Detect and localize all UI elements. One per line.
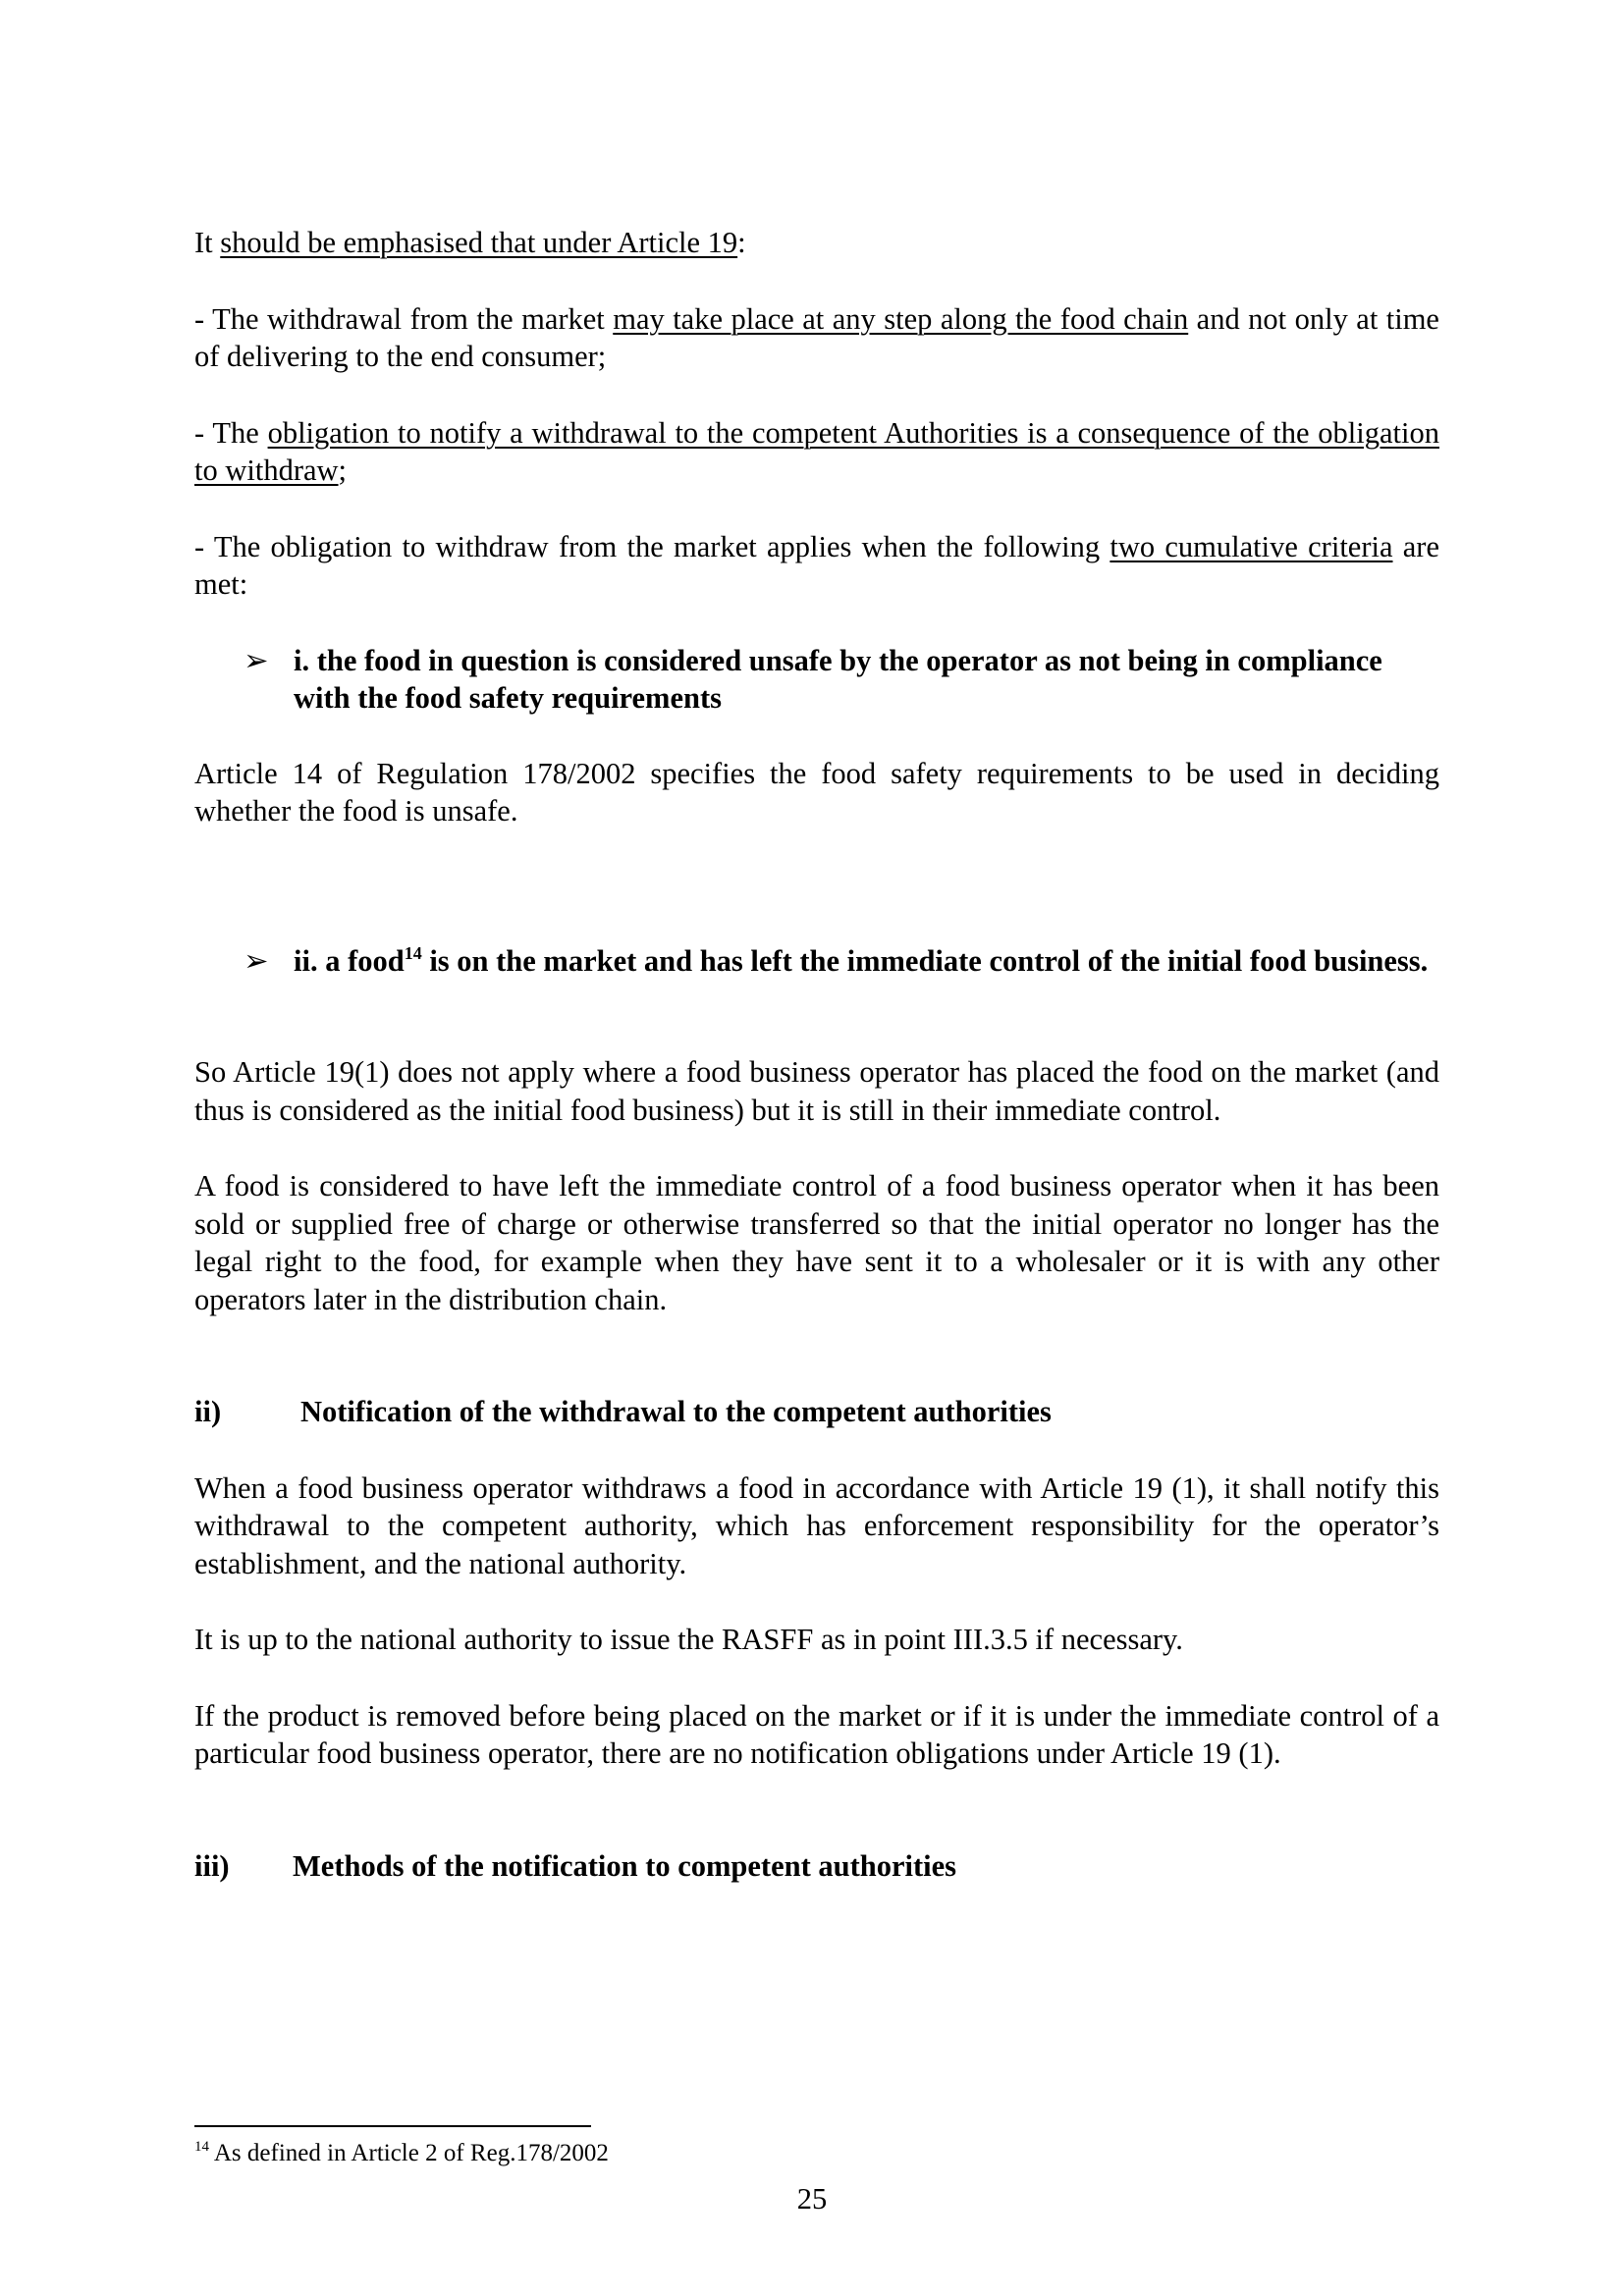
intro-paragraph: [194, 224, 1439, 262]
point2-text: - The: [194, 415, 268, 450]
intro-text-end: :: [737, 226, 746, 259]
footnote-number: 14: [194, 2139, 209, 2155]
page-body: [194, 224, 1439, 1885]
criterion2-text: ii. a food: [294, 943, 405, 978]
point3-underlined: two cumulative criteria: [1110, 529, 1393, 563]
point1-underlined: may take place at any step along the food chain: [613, 301, 1189, 336]
section-title: Methods of the notification to competent authorities: [293, 1848, 956, 1883]
article19-paragraph: So Article 19(1) does not apply where a food business operator has placed the food on the market (and thus is considered as the initial food business) but it is still in their immediate control.: [194, 1055, 1439, 1127]
section-heading-methods: [194, 1847, 1439, 1886]
footnote: [194, 2138, 609, 2169]
criterion-on-market: [194, 942, 1439, 981]
rasff-paragraph: It is up to the national authority to issue the RASFF as in point III.3.5 if necessary.: [194, 1623, 1183, 1656]
point1-text: - The withdrawal from the market: [194, 301, 614, 336]
section-heading-notification: [194, 1393, 1439, 1431]
point3-text: - The obligation to withdraw from the market applies when the following: [194, 529, 1110, 563]
intro-underlined: should be emphasised that under Article 19: [220, 226, 738, 259]
criterion2-text-end: is on the market and has left the immediate control of the initial food business.: [421, 943, 1429, 978]
arrow-bullet-icon: ➢: [244, 643, 269, 677]
section-number: ii): [194, 1395, 222, 1428]
point2-underlined: obligation to notify a withdrawal to the competent Authorities is a consequence of the obligation to withdraw: [194, 415, 1439, 487]
point1-text-end: and not only at time of delivering to the end consumer;: [194, 301, 1439, 373]
point-obligation-notify: [194, 414, 1439, 490]
point-withdrawal-step: [194, 300, 1439, 376]
when-withdraws-paragraph: When a food business operator withdraws a food in accordance with Article 19 (1), it shall notify this withdrawal to the competent authority, which has enforcement responsibility for the operator’s establishment, and the national authority.: [194, 1470, 1439, 1580]
section-title: Notification of the withdrawal to the competent authorities: [300, 1395, 1052, 1428]
page-number: 25: [796, 2182, 828, 2216]
left-control-paragraph: A food is considered to have left the immediate control of a food business operator when it has been sold or supplied free of charge or otherwise transferred so that the initial operator no longer has the legal right to the food, for example when they have sent it to a wholesaler or it is with any other operators later in the distribution chain.: [194, 1169, 1439, 1316]
footnote-divider: [194, 2125, 591, 2127]
section-number: iii): [194, 1848, 230, 1883]
article14-paragraph: Article 14 of Regulation 178/2002 specifies the food safety requirements to be used in deciding whether the food is unsafe.: [194, 756, 1439, 828]
removed-paragraph: If the product is removed before being placed on the market or if it is under the immediate control of a particular food business operator, there are no notification obligations under Article 19 (1).: [194, 1698, 1439, 1770]
criterion-unsafe: [194, 642, 1439, 718]
arrow-bullet-icon: ➢: [244, 943, 269, 978]
intro-text: It: [194, 226, 221, 259]
point3-text-end: are met:: [194, 529, 1439, 601]
point-obligation-withdraw: [194, 528, 1439, 604]
footnote-text: As defined in Article 2 of Reg.178/2002: [209, 2140, 609, 2166]
criterion1-text: i. the food in question is considered unsafe by the operator as not being in compliance with the food safety requirements: [294, 643, 1382, 715]
footnote-ref: 14: [404, 942, 422, 963]
point2-text-end: ;: [338, 454, 348, 487]
